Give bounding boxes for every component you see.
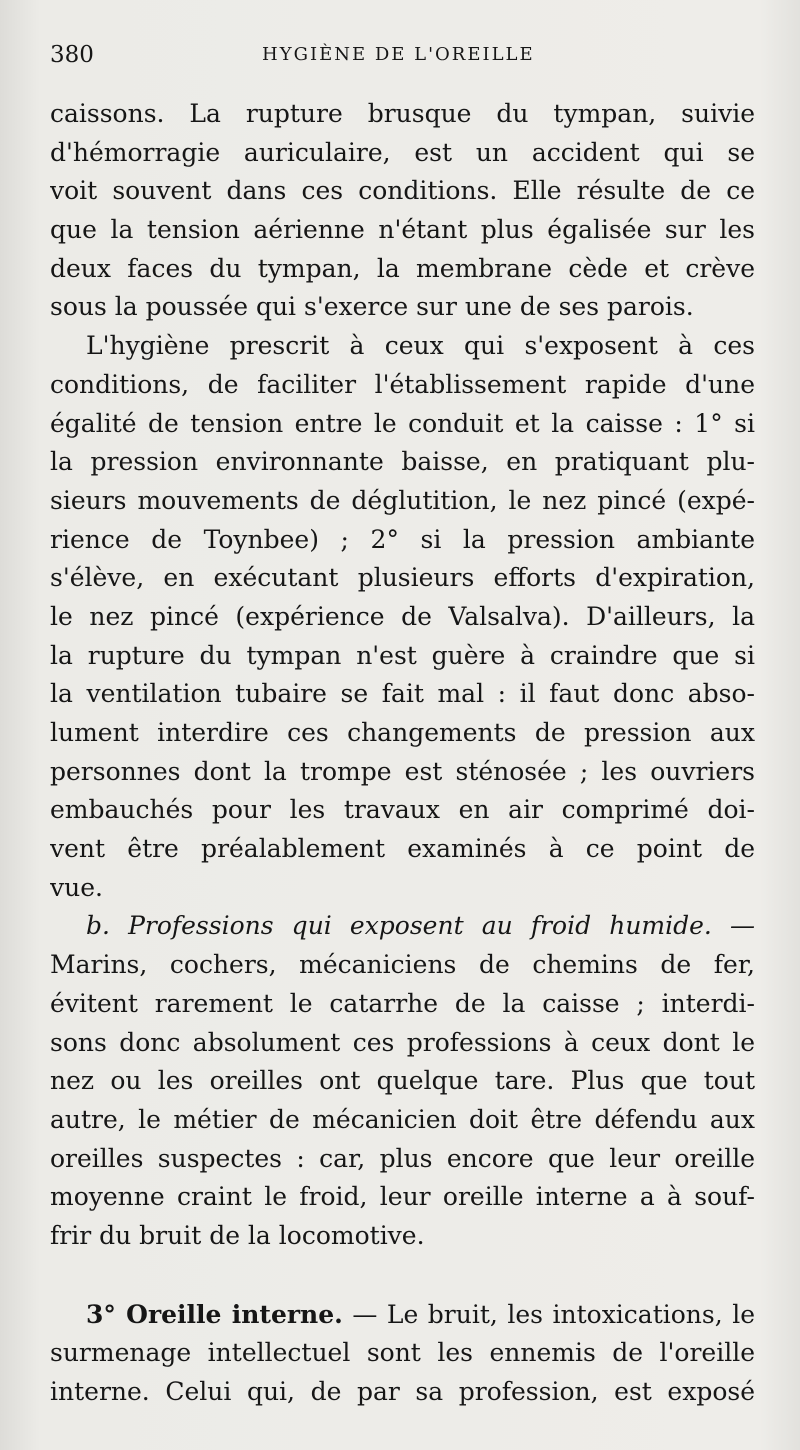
- text-line: conditions, de faciliter l'établissement rapide d'une: [50, 369, 755, 399]
- section-heading: 3° Oreille interne.: [86, 1299, 343, 1329]
- page-number: 380: [50, 42, 94, 68]
- section-heading-line: [50, 1296, 755, 1335]
- text-line: frir du bruit de la locomotive.: [50, 1220, 425, 1250]
- text-line: égalité de tension entre le conduit et la caisse : 1° si: [50, 408, 755, 438]
- running-head: [50, 42, 750, 72]
- text-line: L'hygiène prescrit à ceux qui s'exposent à ces: [86, 331, 755, 361]
- text-line: caissons. La rupture brusque du tympan, suivie: [50, 99, 755, 128]
- text-line: d'hémorragie auriculaire, est un accident qui se: [50, 137, 755, 167]
- running-title: HYGIÈNE DE L'OREILLE: [262, 44, 535, 65]
- text-line: la ventilation tubaire se fait mal : il faut donc abso-: [50, 679, 755, 709]
- text-line: sous la poussée qui s'exerce sur une de ses parois.: [50, 292, 694, 322]
- text-line: que la tension aérienne n'étant plus égalisée sur les: [50, 215, 755, 245]
- section-heading-rest: — Le bruit, les intoxications, le: [342, 1299, 755, 1329]
- text-line: sieurs mouvements de déglutition, le nez pincé (expé-: [50, 485, 755, 515]
- text-line: moyenne craint le froid, leur oreille interne a à souf-: [50, 1182, 755, 1212]
- text-line: sons donc absolument ces professions à ceux dont le: [50, 1027, 755, 1057]
- text-line: vent être préalablement examinés à ce point de: [50, 834, 755, 864]
- text-line: évitent rarement le catarrhe de la caisse ; interdi-: [50, 988, 755, 1018]
- subsection-heading-line: b. Professions qui exposent au froid humide. —: [86, 911, 755, 941]
- text-line: autre, le métier de mécanicien doit être défendu aux: [50, 1104, 755, 1134]
- text-line: voit souvent dans ces conditions. Elle résulte de ce: [50, 176, 755, 206]
- section-spacer: [50, 1256, 755, 1296]
- text-line: surmenage intellectuel sont les ennemis de l'oreille: [50, 1338, 755, 1368]
- text-line: oreilles suspectes : car, plus encore que leur oreille: [50, 1143, 755, 1173]
- text-line: la rupture du tympan n'est guère à craindre que si: [50, 640, 755, 670]
- text-line: rience de Toynbee) ; 2° si la pression ambiante: [50, 524, 755, 554]
- text-line: personnes dont la trompe est sténosée ; les ouvriers: [50, 756, 755, 786]
- text-line: embauchés pour les travaux en air comprimé doi-: [50, 795, 755, 825]
- text-line: la pression environnante baisse, en pratiquant plu-: [50, 447, 755, 477]
- text-line: le nez pincé (expérience de Valsalva). D'ailleurs, la: [50, 601, 755, 631]
- text-line: lument interdire ces changements de pression aux: [50, 718, 755, 747]
- text-line: s'élève, en exécutant plusieurs efforts d'expiration,: [50, 563, 755, 593]
- text-line: vue.: [50, 872, 103, 902]
- text-line: interne. Celui qui, de par sa profession, est exposé: [50, 1377, 755, 1406]
- text-line: deux faces du tympan, la membrane cède et crève: [50, 253, 755, 283]
- text-line: Marins, cochers, mécaniciens de chemins de fer,: [50, 950, 755, 980]
- body-text: [50, 95, 755, 1412]
- text-line: nez ou les oreilles ont quelque tare. Plus que tout: [50, 1066, 755, 1096]
